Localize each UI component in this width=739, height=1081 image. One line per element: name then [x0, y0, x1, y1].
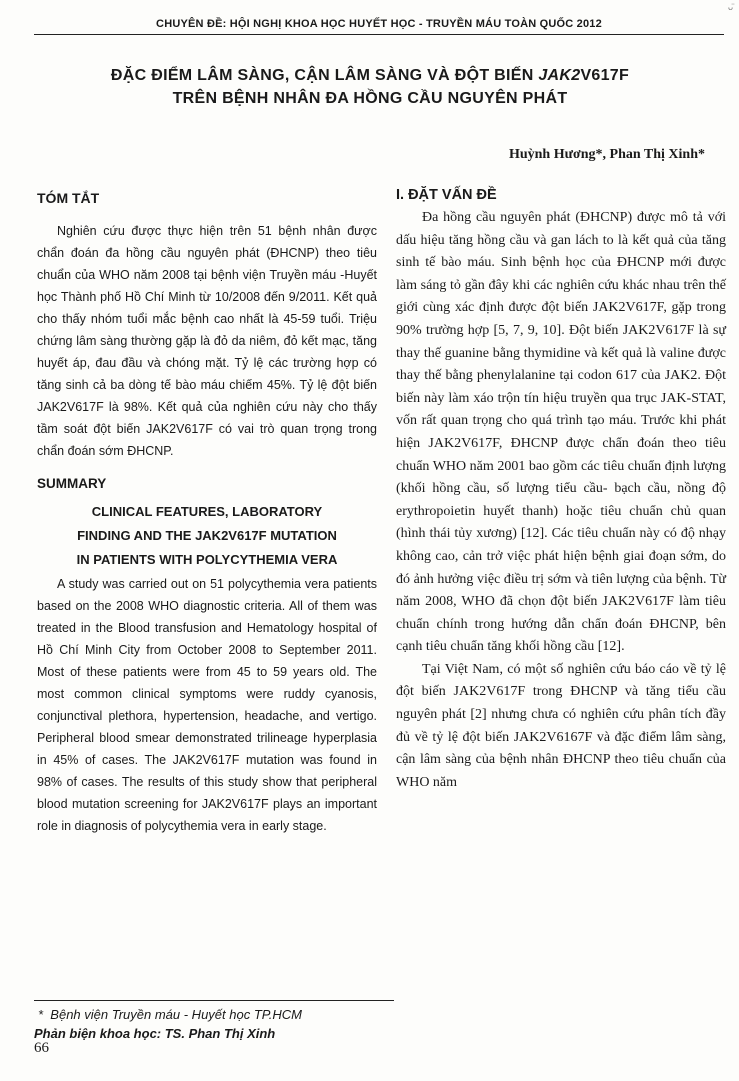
title-line-2: TRÊN BỆNH NHÂN ĐA HỒNG CẦU NGUYÊN PHÁT: [172, 90, 568, 107]
running-header: CHUYÊN ĐỀ: HỘI NGHỊ KHOA HỌC HUYẾT HỌC - TRUYỀN MÁU TOÀN QUỐC 2012: [34, 18, 724, 35]
intro-paragraph-1: Đa hồng cầu nguyên phát (ĐHCNP) được mô tả với dấu hiệu tăng hồng cầu và gan lách to là kết quả của tăng sinh tế bào máu. Sinh bệnh học của ĐHCNP mới được làm sáng tỏ gần đây khi các nghiên cứu khác nhau trên thế giới cùng xác định được đột biến JAK2V617F, gặp trong 90% trường hợp [5, 7, 9, 10]. Đột biến JAK2V617F là sự thay thế guanine bằng thymidine và kết quả là valine được thay thế bằng phenylalanine tại codon 617 của JAK2. Đột biến này làm xáo trộn tín hiệu truyền qua trục JAK-STAT, vốn rất quan trọng cho quá trình tạo máu. Trước khi phát hiện JAK2V617F, ĐHCNP được chẩn đoán theo tiêu chuẩn WHO năm 2001 bao gồm các tiêu chuẩn định lượng (khối hồng cầu, số lượng tiểu cầu- bạch cầu, nồng độ erythropoietin huyết thanh) hoặc tiêu chuẩn chủ quan (hình thái tủy xương) [12]. Các tiêu chuẩn này có độ nhạy không cao, cản trở việc phát hiện bệnh giai đoạn sớm, do đó ảnh hưởng việc điều trị sớm và tiên lượng của bệnh. Từ năm 2008, WHO đã chọn đột biến JAK2V617F làm tiêu chuẩn chính trong hướng dẫn chẩn đoán ĐHCNP, bên cạnh tiêu chuẩn tăng khối hồng cầu [12].: [396, 210, 726, 655]
paper-title: [40, 64, 700, 110]
summary-subtitle-1: CLINICAL FEATURES, LABORATORY: [91, 504, 323, 519]
abstract-vi-text: Nghiên cứu được thực hiện trên 51 bệnh nhân được chẩn đoán đa hồng cầu nguyên phát (ĐHCNP) theo tiêu chuẩn của WHO năm 2008 tại bệnh viện Truyền máu -Huyết học Thành phố Hồ Chí Minh từ 10/2008 đến 9/2011. Kết quả cho thấy nhóm tuổi mắc bệnh cao nhất là 45-59 tuổi. Triệu chứng lâm sàng thường gặp là đỏ da niêm, đỏ kết mạc, tăng huyết áp, đau đầu và chóng mặt. Tỷ lệ các trường hợp có tăng sinh cả ba dòng tế bào máu chiếm 45%. Tỷ lệ đột biến JAK2V617F là 98%. Kết quả của nghiên cứu này cho thấy tầm soát đột biến JAK2V617F có vai trò quan trọng trong chẩn đoán sớm ĐHCNP.: [37, 224, 377, 458]
footnote-affiliation: * Bệnh viện Truyền máu - Huyết học TP.HCM: [38, 1007, 302, 1022]
footnote-reviewer: Phản biện khoa học: TS. Phan Thị Xinh: [34, 1026, 276, 1041]
page-number: 66: [34, 1040, 49, 1056]
summary-text: A study was carried out on 51 polycythemia vera patients based on the 2008 WHO diagnostic criteria. All of them was treated in the Blood transfusion and Hematology hospital of Hồ Chí Minh City from October 2008 to September 2011. Most of these patients were from 45 to 59 years old. The most common clinical symptoms were ruddy cyanosis, conjunctival plethora, hypertension, headache, and vertigo. Peripheral blood smear demonstrated trilineage hyperplasia in 45% of cases. The JAK2V617F mutation was found in 98% of cases. The results of this study show that peripheral blood mutation screening for JAK2V617F plays an important role in diagnosis of polycythemia vera in early stage.: [37, 577, 377, 833]
intro-heading: I. ĐẶT VẤN ĐỀ: [396, 187, 497, 203]
intro-paragraph-2: Tại Việt Nam, có một số nghiên cứu báo cáo về tỷ lệ đột biến JAK2V617F trong ĐHCNP và tăng tiểu cầu nguyên phát [2] nhưng chưa có nghiên cứu phân tích đầy đủ về tỷ lệ đột biến JAK2V6167F và đặc điểm lâm sàng, cận lâm sàng của bệnh nhân ĐHCNP theo tiêu chuẩn của WHO năm: [396, 661, 726, 790]
right-column: [396, 187, 726, 794]
gene-name: JAK2: [538, 67, 581, 84]
authors: Huỳnh Hương*, Phan Thị Xinh*: [508, 147, 705, 162]
summary-subtitle-2: FINDING AND THE JAK2V617F MUTATION: [77, 528, 337, 543]
summary-heading: SUMMARY: [37, 476, 107, 491]
corner-mark: ᴗ̈: [727, 2, 733, 12]
footnote: [34, 1000, 394, 1043]
summary-subtitle-3: IN PATIENTS WITH POLYCYTHEMIA VERA: [76, 552, 338, 567]
left-column: [37, 190, 377, 837]
abstract-vi-heading: TÓM TẮT: [37, 190, 100, 206]
title-line-1: ĐẶC ĐIỂM LÂM SÀNG, CẬN LÂM SÀNG VÀ ĐỘT BIẾN JAK2V617F: [110, 67, 630, 84]
